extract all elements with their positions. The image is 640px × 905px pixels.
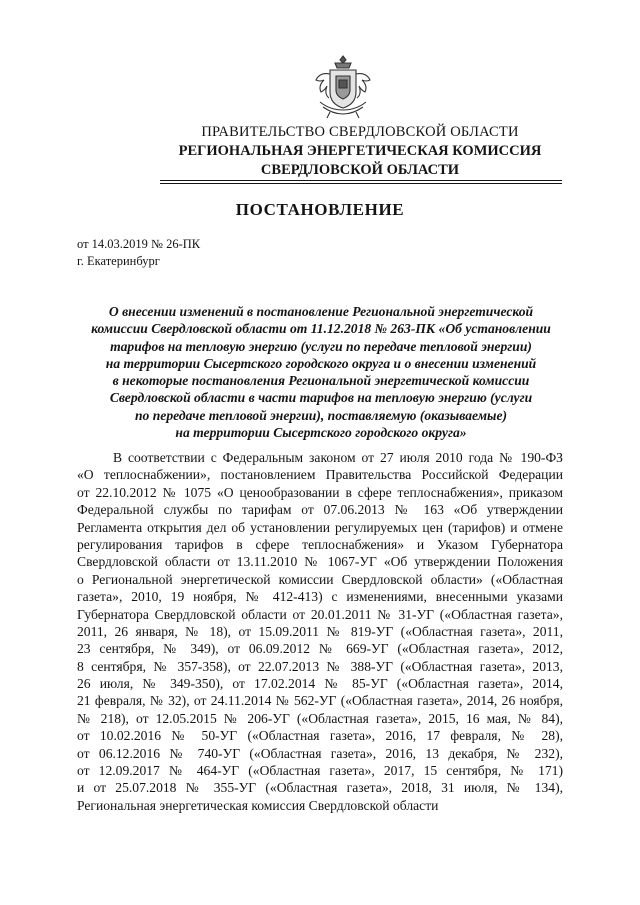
subject-line: тарифов на тепловую энергию (услуги по передаче тепловой энергии)	[110, 338, 532, 354]
subject-line: на территории Сысертского городского округа»	[175, 425, 467, 441]
body-line: регулирования тарифов в сфере теплоснабжения» и Указом Губернатора	[77, 536, 563, 552]
body-line: Губернатора Свердловской области от 20.01.2011 № 31-УГ («Областная газета»,	[77, 606, 563, 622]
subject-line: комиссии Свердловской области от 11.12.2018 № 263-ПК «Об установлении	[91, 321, 551, 337]
subject-line: О внесении изменений в постановление Региональной энергетической	[108, 304, 534, 319]
body-line: 23 сентября, № 349), от 06.09.2012 № 669-УГ («Областная газета», 2012,	[77, 641, 563, 657]
body-line: от 22.10.2012 № 1075 «О ценообразовании в сфере теплоснабжения», приказом	[77, 484, 563, 500]
subject-line: в некоторые постановления Региональной энергетической комиссии	[112, 373, 530, 389]
body-line: Свердловской области от 13.11.2010 № 1067-УГ «Об утверждении Положения	[77, 554, 563, 570]
document-title: ПОСТАНОВЛЕНИЕ	[235, 200, 405, 219]
header-rule-thick	[160, 180, 562, 181]
subject-line: Свердловской области в части тарифов на тепловую энергию (услуги	[109, 390, 533, 406]
body-line: о Региональной энергетической комиссии Свердловской области» («Областная	[77, 571, 563, 587]
body-line: Региональная энергетическая комиссия Свердловской области	[77, 797, 439, 813]
body-line: 8 сентября, № 357-358), от 22.07.2013 № 388-УГ («Областная газета», 2013,	[77, 658, 563, 674]
body-line: Регламента открытия дел об установлении регулируемых цен (тарифов) и отмене	[77, 519, 563, 535]
body-line: от 12.09.2017 № 464-УГ («Областная газета», 2017, 15 сентября, № 171)	[77, 763, 563, 779]
header-rule-thin	[160, 183, 562, 184]
body-line: 26 июля, № 349-350), от 17.02.2014 № 85-УГ («Областная газета», 2014,	[77, 676, 563, 692]
body-line: газета», 2010, 19 ноября, № 412-413) с изменениями, внесенными указами	[77, 589, 563, 605]
resolution-subject	[60, 303, 582, 441]
subject-line: на территории Сысертского городского округа и о внесении изменений	[105, 355, 537, 371]
body-line: № 218), от 12.05.2015 № 206-УГ («Областная газета», 2015, 16 мая, № 84),	[77, 710, 563, 726]
subject-line: по передаче тепловой энергии), поставляемую (оказываемые)	[134, 407, 508, 423]
body-line: 21 февраля, № 32), от 24.11.2014 № 562-УГ («Областная газета», 2014, 26 ноября,	[77, 693, 563, 709]
body-line: «О теплоснабжении», постановлением Правительства Российской Федерации	[77, 467, 563, 483]
resolution-number-date: от 14.03.2019 № 26-ПК	[77, 237, 201, 251]
body-line: В соответствии с Федеральным законом от 27 июля 2010 года № 190-ФЗ	[113, 450, 563, 465]
resolution-body-paragraph	[77, 449, 563, 814]
body-line: 2011, 26 января, № 18), от 15.09.2011 № 819-УГ («Областная газета», 2011,	[77, 623, 563, 639]
commission-name: РЕГИОНАЛЬНАЯ ЭНЕРГЕТИЧЕСКАЯ КОМИССИЯ	[178, 143, 542, 159]
government-name: ПРАВИТЕЛЬСТВО СВЕРДЛОВСКОЙ ОБЛАСТИ	[201, 124, 519, 140]
coat-of-arms-emblem	[308, 52, 378, 122]
body-line: от 10.02.2016 № 50-УГ («Областная газета», 2016, 17 февраля, № 28),	[77, 728, 563, 744]
body-line: от 06.12.2016 № 740-УГ («Областная газета», 2016, 13 декабря, № 232),	[77, 745, 563, 761]
region-name: СВЕРДЛОВСКОЙ ОБЛАСТИ	[260, 162, 460, 178]
body-line: Федеральной службы по тарифам от 07.06.2013 № 163 «Об утверждении	[77, 502, 563, 518]
body-line: и от 25.07.2018 № 355-УГ («Областная газета», 2018, 31 июля, № 134),	[77, 780, 563, 796]
resolution-city: г. Екатеринбург	[77, 254, 160, 268]
